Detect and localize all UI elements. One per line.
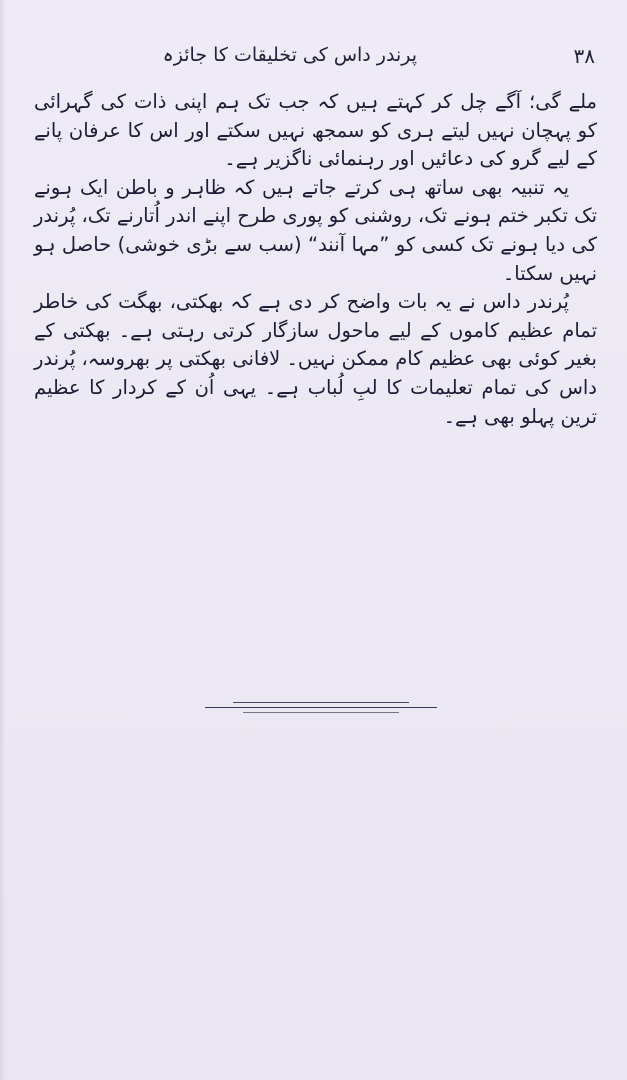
page-header [28, 44, 595, 74]
paragraph-3: پُرندر داس نے یہ بات واضح کر دی ہے کہ بھکتی، بھگت کی خاطر تمام عظیم کاموں کے لیے ماحول سازگار کرتی رہتی ہے۔ بھکتی کے بغیر کوئی بھی عظیم کام ممکن نہیں۔ لافانی بھکتی پر بھروسہ، پُرندر داس کی تمام تعلیمات کا لبِ لُباب ہے۔ یہی اُن کے کردار کا عظیم ترین پہلو بھی ہے۔ [34, 290, 597, 428]
paragraph-1: ملے گی؛ آگے چل کر کہتے ہیں کہ جب تک ہم اپنی ذات کی گہرائی کو پہچان نہیں لیتے ہری کو سمجھ نہیں سکتے اور اس کا عرفان پانے کے لیے گرو کی دعائیں اور رہنمائی ناگزیر ہے۔ [34, 90, 597, 171]
page-edge-shadow [0, 0, 6, 1080]
body-text [34, 88, 597, 431]
divider-line-middle [205, 707, 437, 708]
divider-line-bottom [243, 712, 399, 713]
running-title: پرندر داس کی تخلیقات کا جائزہ [162, 44, 417, 66]
divider-line-top [233, 702, 409, 703]
page-number: ۳۸ [573, 44, 595, 68]
paragraph-2: یہ تنبیہ بھی ساتھ ہی کرتے جاتے ہیں کہ ظاہر و باطن ایک ہونے تک تکبر ختم ہونے تک، روشنی کو پوری طرح اپنے اندر اُتارنے تک، پُرندر کی دیا ہونے تک کسی کو ”مہا آنند“ (سب سے بڑی خوشی) حاصل ہو نہیں سکتا۔ [34, 175, 597, 285]
section-divider [205, 700, 437, 714]
